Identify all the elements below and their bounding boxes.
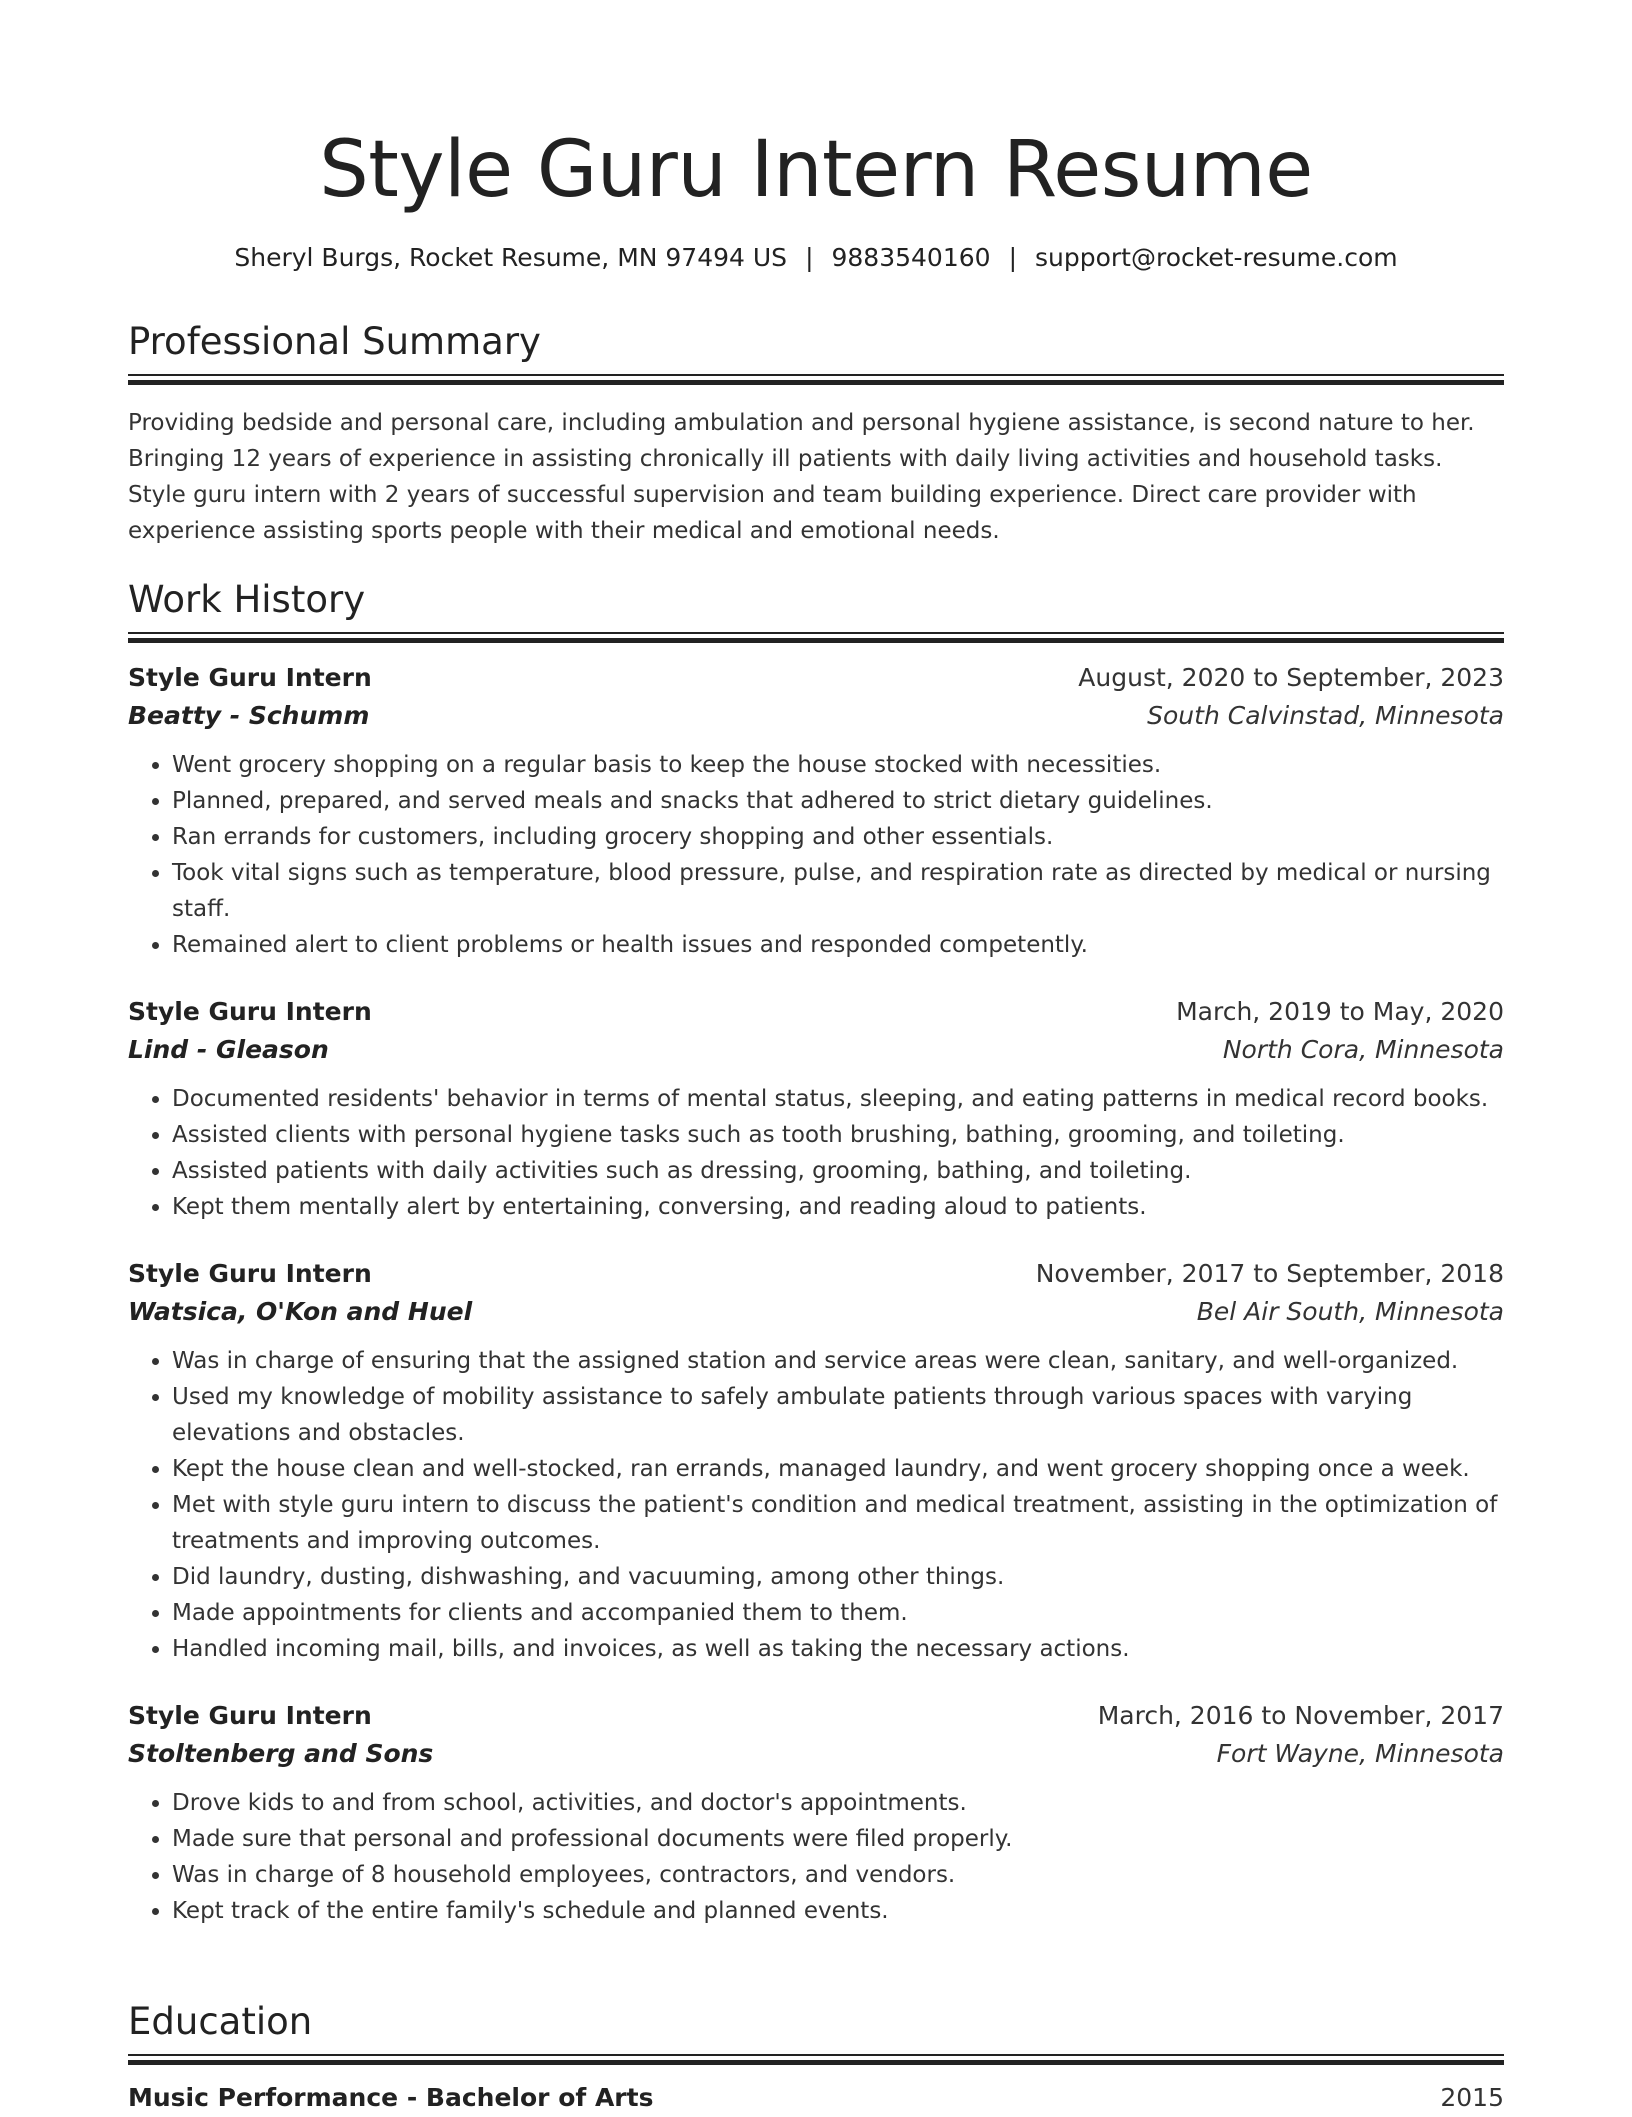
job-header-row [128, 659, 1504, 697]
job-company: Stoltenberg and Sons [128, 1739, 434, 1768]
job-location: North Cora, Minnesota [1222, 1035, 1504, 1064]
list-item: • Kept them mentally alert by entertaining, conversing, and reading aloud to patients. [172, 1189, 1504, 1225]
list-item: • Handled incoming mail, bills, and invoices, as well as taking the necessary actions. [172, 1631, 1504, 1667]
professional-summary-section [128, 318, 1504, 572]
contact-address: Sheryl Burgs, Rocket Resume, MN 97494 US [234, 243, 788, 272]
resume-title: Style Guru Intern Resume [319, 125, 1313, 215]
section-heading-education: Education [128, 2000, 313, 2043]
job-location: Fort Wayne, Minnesota [1216, 1739, 1504, 1768]
education-section [128, 1998, 1504, 2117]
section-heading-work: Work History [128, 578, 366, 621]
list-item: • Made sure that personal and professional documents were filed properly. [172, 1821, 1504, 1857]
job-location: South Calvinstad, Minnesota [1147, 701, 1504, 730]
list-item: • Took vital signs such as temperature, blood pressure, pulse, and respiration rate as directed by medical or nursing staff. [172, 855, 1504, 927]
contact-phone: 9883540160 [831, 243, 991, 272]
job-title: Style Guru Intern [128, 1259, 372, 1288]
job-bullets [128, 747, 1504, 963]
list-item: • Did laundry, dusting, dishwashing, and vacuuming, among other things. [172, 1559, 1504, 1595]
job-dates: November, 2017 to September, 2018 [1035, 1259, 1504, 1288]
contact-separator: | [805, 243, 814, 272]
work-history-section [128, 576, 1504, 1929]
education-year: 2015 [1440, 2083, 1504, 2112]
resume-page [128, 0, 1504, 2112]
list-item: • Was in charge of ensuring that the assigned station and service areas were clean, sanitary, and well-organized. [172, 1343, 1504, 1379]
contact-separator: | [1008, 243, 1017, 272]
list-item: • Ran errands for customers, including grocery shopping and other essentials. [172, 819, 1504, 855]
list-item: • Kept track of the entire family's schedule and planned events. [172, 1893, 1504, 1929]
summary-text: Providing bedside and personal care, including ambulation and personal hygiene assistance, is second nature to her. Bringing 12 years of experience in assisting chronically ill patients with daily living activities and household tasks. Style guru intern with 2 years of successful supervision and team building experience. Direct care provider with experience assisting sports people with their medical and emotional needs. [128, 410, 1475, 544]
job-entry [128, 659, 1504, 963]
job-title: Style Guru Intern [128, 663, 372, 692]
job-bullets [128, 1785, 1504, 1929]
job-company: Lind - Gleason [128, 1035, 329, 1064]
job-company: Watsica, O'Kon and Huel [128, 1297, 473, 1326]
list-item: • Assisted patients with daily activities such as dressing, grooming, bathing, and toileting. [172, 1153, 1504, 1189]
list-item: • Documented residents' behavior in terms of mental status, sleeping, and eating patterns in medical record books. [172, 1081, 1504, 1117]
list-item: • Planned, prepared, and served meals and snacks that adhered to strict dietary guidelines. [172, 783, 1504, 819]
list-item: • Kept the house clean and well-stocked, ran errands, managed laundry, and went grocery shopping once a week. [172, 1451, 1504, 1487]
list-item: • Assisted clients with personal hygiene tasks such as tooth brushing, bathing, grooming, and toileting. [172, 1117, 1504, 1153]
job-dates: March, 2016 to November, 2017 [1097, 1701, 1504, 1730]
job-header-row [128, 1697, 1504, 1735]
contact-line [128, 240, 1504, 276]
education-entry [128, 2079, 1504, 2117]
list-item: • Was in charge of 8 household employees, contractors, and vendors. [172, 1857, 1504, 1893]
section-heading-summary: Professional Summary [128, 320, 541, 363]
job-header-row [128, 993, 1504, 1031]
list-item: • Used my knowledge of mobility assistance to safely ambulate patients through various spaces with varying elevations and obstacles. [172, 1379, 1504, 1451]
job-entry [128, 1697, 1504, 1929]
job-bullets [128, 1343, 1504, 1667]
job-entry [128, 993, 1504, 1225]
job-company-row [128, 1031, 1504, 1069]
section-divider [128, 2054, 1504, 2067]
education-degree: Music Performance - Bachelor of Arts [128, 2083, 654, 2112]
list-item: • Met with style guru intern to discuss the patient's condition and medical treatment, assisting in the optimization of treatments and improving outcomes. [172, 1487, 1504, 1559]
job-company-row [128, 1735, 1504, 1773]
job-bullets [128, 1081, 1504, 1225]
job-title: Style Guru Intern [128, 997, 372, 1026]
job-company-row [128, 697, 1504, 735]
job-company-row [128, 1293, 1504, 1331]
job-entry [128, 1255, 1504, 1667]
list-item: • Remained alert to client problems or health issues and responded competently. [172, 927, 1504, 963]
contact-email[interactable]: support@rocket-resume.com [1035, 243, 1398, 272]
job-header-row [128, 1255, 1504, 1293]
job-company: Beatty - Schumm [128, 701, 370, 730]
job-title: Style Guru Intern [128, 1701, 372, 1730]
job-dates: March, 2019 to May, 2020 [1176, 997, 1504, 1026]
list-item: • Went grocery shopping on a regular basis to keep the house stocked with necessities. [172, 747, 1504, 783]
job-dates: August, 2020 to September, 2023 [1078, 663, 1504, 692]
list-item: • Drove kids to and from school, activities, and doctor's appointments. [172, 1785, 1504, 1821]
section-divider [128, 374, 1504, 387]
list-item: • Made appointments for clients and accompanied them to them. [172, 1595, 1504, 1631]
job-location: Bel Air South, Minnesota [1196, 1297, 1504, 1326]
section-divider [128, 632, 1504, 645]
